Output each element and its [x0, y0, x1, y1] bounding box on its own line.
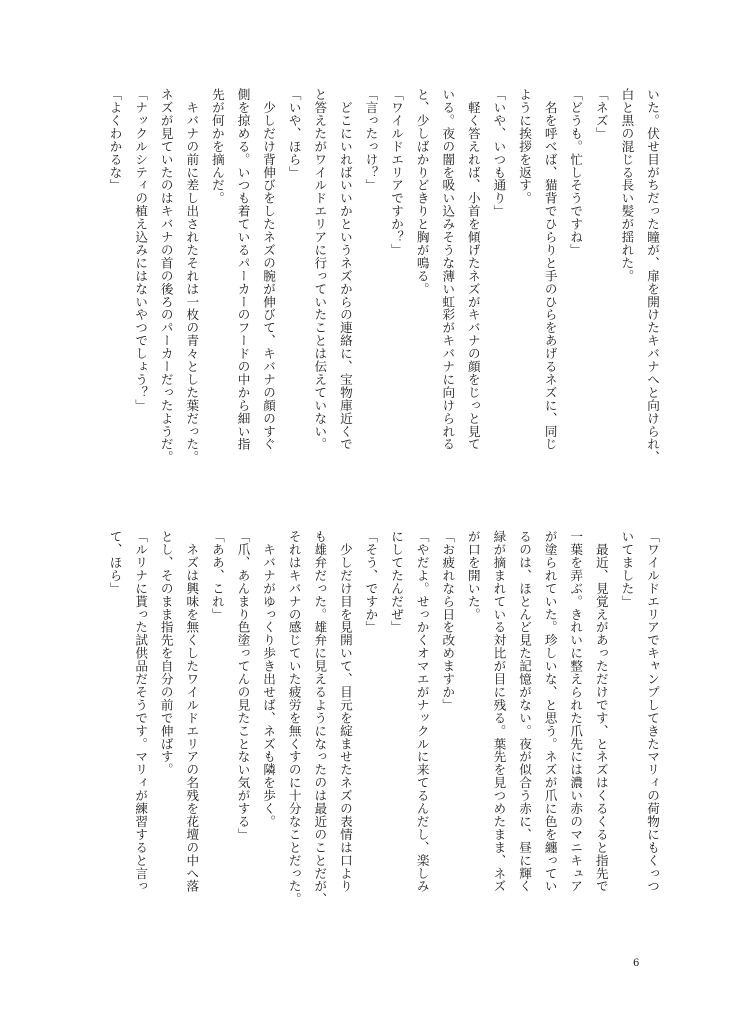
page-number: 6	[633, 958, 640, 969]
text-line: どこにいればいいかというネズからの連絡に、宝物庫近くで	[337, 88, 353, 451]
text-line: 名を呼べば、猫背でひらりと手のひらをあげるネズに、同じ	[542, 88, 558, 451]
text-line: いる。夜の闇を吸い込みそうな薄い虹彩がキバナに向けられる	[440, 88, 456, 451]
text-line: と答えたがワイルドエリアに行っていたことは伝えていない。	[312, 88, 328, 451]
text-line: ネズは興味を無くしたワイルドエリアの名残を花壇の中へ落	[184, 530, 200, 893]
text-line: 側を掠める。いつも着ているパーカーのフードの中から細い指	[235, 88, 251, 451]
text-line: いた。伏せ目がちだった瞳が、扉を開けたキバナへと向けられ、	[645, 88, 660, 464]
text-line: それはキバナの感じていた疲労を無くすのに十分なことだった。	[286, 530, 302, 906]
text-line: 緑が摘まれている対比が目に残る。葉先を見つめたまま、ネズ	[491, 530, 507, 893]
text-line: 白と黒の混じる長い髪が揺れた。	[619, 88, 635, 283]
text-line: 「ワイルドエリアですか？」	[389, 88, 405, 257]
text-line: 「ナックルシティの植え込みにはないやつでしょう？」	[133, 88, 149, 412]
text-block-upper	[107, 88, 665, 500]
text-line: が口を開いた。	[465, 530, 481, 621]
text-line: とし、そのまま指先を自分の前で伸ばす。	[158, 530, 174, 777]
text-line: が塗られていた。珍しいな、と思う。ネズが爪に色を纏ってい	[542, 530, 558, 893]
text-line: キバナの前に差し出されたそれは一枚の青々とした葉だった。	[184, 88, 200, 464]
text-line: 「どうも。忙しそうですね」	[568, 88, 584, 257]
text-line: 少しだけ目を見開いて、目元を綻ませたネズの表情は口より	[337, 530, 353, 893]
text-line: 「ネズ」	[593, 88, 609, 140]
text-line: 先が何かを摘んだ。	[209, 88, 225, 205]
text-line: 軽く答えれば、小首を傾げたネズがキバナの顔をじっと見て	[465, 88, 481, 451]
text-line: ネズが見ていたのはキバナの首の後ろのパーカーだったようだ。	[158, 88, 174, 464]
text-line: 「爪、あんまり色塗ってんの見たことない気がする」	[235, 530, 251, 841]
text-line: 少しだけ背伸びをしたネズの腕が伸びて、キバナの顔のすぐ	[261, 88, 277, 451]
text-line: にしてたんだぜ」	[389, 530, 405, 634]
text-line: 最近、見覚えがあっただけです、とネズはくるくると指先で	[593, 530, 609, 893]
text-line: 「お疲れなら日を改めますか」	[440, 530, 456, 712]
text-line: 「言ったっけ？」	[363, 88, 379, 192]
text-line: 「そう、ですか」	[363, 530, 379, 634]
text-line: 「やだよ。せっかくオマエがナックルに来てるんだし、楽しみ	[414, 530, 430, 893]
text-line: ように挨拶を返す。	[517, 88, 533, 205]
text-line: 「よくわかるな」	[107, 88, 123, 192]
text-line: も雄弁だった。雄弁に見えるようになったのは最近のことだが、	[312, 530, 328, 906]
text-line: と、少しばかりどきりと胸が鳴る。	[414, 88, 430, 296]
text-line: キバナがゆっくり歩き出せば、ネズも隣を歩く。	[261, 530, 277, 828]
text-line: 「ああ、これ」	[209, 530, 225, 621]
text-line: 「いや、ほら」	[286, 88, 302, 179]
text-line: るのは、ほとんど見た記憶がない。夜が似合う赤に、昼に輝く	[517, 530, 533, 893]
text-line: 一葉を弄ぶ。きれいに整えられた爪先には濃い赤のマニキュア	[568, 530, 584, 893]
text-line: 「ワイルドエリアでキャンプしてきたマリィの荷物にもくっつ	[645, 530, 660, 893]
text-block-lower	[107, 530, 665, 942]
text-line: て、ほら」	[107, 530, 123, 595]
text-line: いてました」	[619, 530, 635, 608]
text-line: 「ルリナに貰った試供品だそうです。マリィが練習すると言っ	[133, 530, 149, 893]
text-line: 「いや、いつも通り」	[491, 88, 507, 218]
